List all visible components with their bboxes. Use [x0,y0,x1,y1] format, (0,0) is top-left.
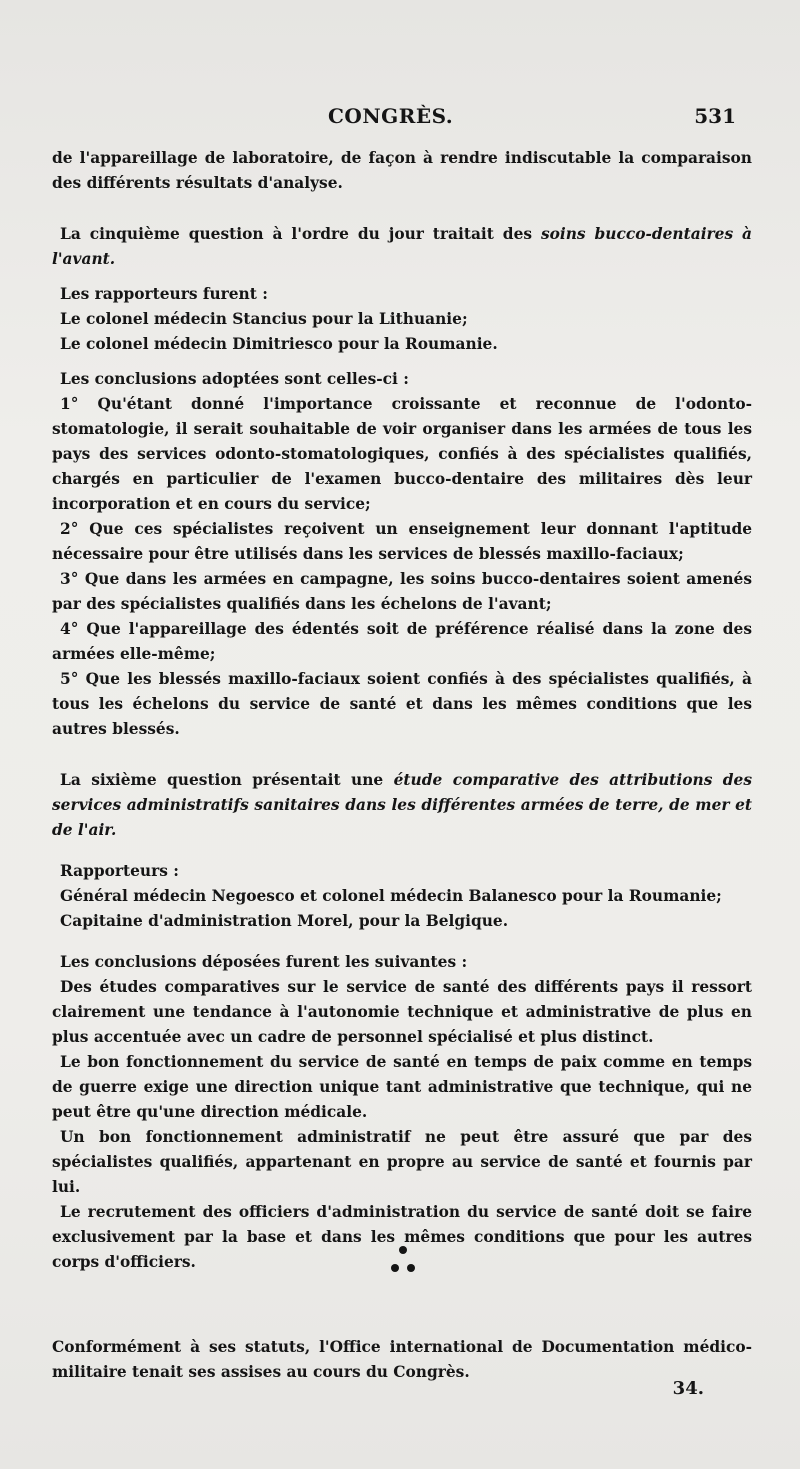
running-title: CONGRÈS. [328,104,454,128]
conclusion-paragraph: Le bon fonctionnement du service de santé en temps de paix comme en temps de guerre exige une direction unique tant administrative que technique, qui ne peut être qu'une direction médicale. [52,1053,752,1121]
fifth-question-intro: La cinquième question à l'ordre du jour traitait des [60,225,533,243]
conclusion-paragraph: Le recrutement des officiers d'administration du service de santé doit se faire exclusivement par la base et dans les mêmes conditions que pour les autres corps d'officiers. [52,1203,752,1271]
sixth-question-topic: étude comparative des attributions des services administratifs sanitaires dans les différentes armées de terre, de mer et de l'air. [52,771,752,839]
signature-mark: 34. [672,1378,704,1399]
body-text [52,146,752,1275]
closing-paragraph: Conformément à ses statuts, l'Office international de Documentation médico-militaire tenait ses assises au cours du Congrès. [52,1338,752,1382]
rapporteur-line: Général médecin Negoesco et colonel médecin Balanesco pour la Roumanie; [60,887,722,905]
rapporteurs-heading: Rapporteurs : [60,862,179,880]
rapporteur-line: Le colonel médecin Stancius pour la Lithuanie; [60,310,468,328]
page-header [56,104,736,134]
sixth-question-intro: La sixième question présentait une [60,771,384,789]
asterism-ornament [388,1244,418,1280]
paragraph-sixth-question [52,768,752,843]
rapporteur-line: Le colonel médecin Dimitriesco pour la Roumanie. [60,335,498,353]
conclusions-heading: Les conclusions adoptées sont celles-ci : [60,370,409,388]
conclusion-paragraph: Un bon fonctionnement administratif ne peut être assuré que par des spécialistes qualifiés, appartenant en propre au service de santé et fournis par lui. [52,1128,752,1196]
conclusions-heading: Les conclusions déposées furent les suivantes : [60,953,468,971]
paragraph-fifth-question [52,222,752,272]
rapporteurs-heading: Les rapporteurs furent : [60,285,268,303]
conclusion-item: 2° Que ces spécialistes reçoivent un enseignement leur donnant l'aptitude nécessaire pour être utilisés dans les services de blessés maxillo-faciaux; [52,520,752,563]
conclusion-item: 1° Qu'étant donné l'importance croissante et reconnue de l'odonto-stomatologie, il serait souhaitable de voir organiser dans les armées de tous les pays des services odonto-stomatologiques, confiés à des spécialistes qualifiés, chargés en particulier de l'examen bucco-dentaire des militaires dès leur incorporation et en cours du service; [52,395,752,513]
conclusion-item: 5° Que les blessés maxillo-faciaux soient confiés à des spécialistes qualifiés, à tous les échelons du service de santé et dans les mêmes conditions que les autres blessés. [52,670,752,738]
page-number: 531 [694,104,736,128]
rapporteur-line: Capitaine d'administration Morel, pour la Belgique. [60,912,509,930]
conclusion-item: 3° Que dans les armées en campagne, les soins bucco-dentaires soient amenés par des spécialistes qualifiés dans les échelons de l'avant; [52,570,752,613]
fifth-question-topic: soins bucco-dentaires à l'avant. [52,225,753,268]
paragraph-continuation: de l'appareillage de laboratoire, de façon à rendre indiscutable la comparaison des différents résultats d'analyse. [52,149,752,192]
conclusion-item: 4° Que l'appareillage des édentés soit de préférence réalisé dans la zone des armées elle-même; [52,620,752,663]
conclusion-paragraph: Des études comparatives sur le service de santé des différents pays il ressort clairement une tendance à l'autonomie technique et administrative de plus en plus accentuée avec un cadre de personnel spécialisé et plus distinct. [52,978,752,1046]
